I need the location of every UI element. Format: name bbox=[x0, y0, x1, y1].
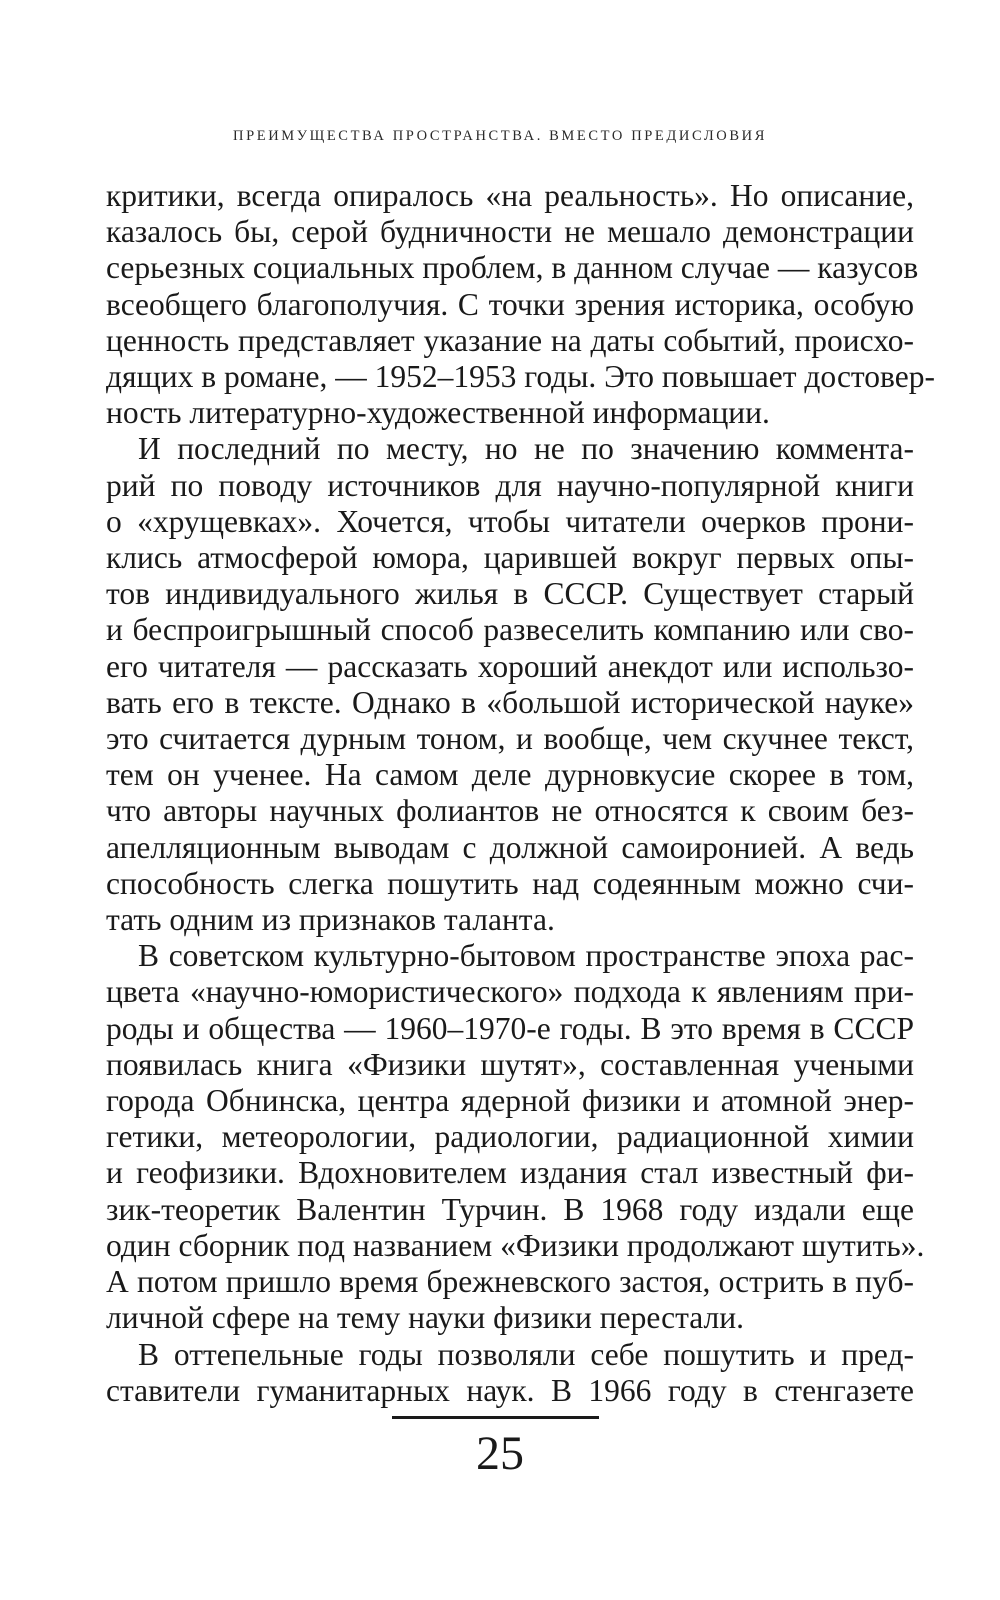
text-line: личной сфере на тему науки физики перестали. bbox=[106, 1300, 744, 1336]
text-line: апелляционным выводам с должной самоиронией. А ведь bbox=[106, 829, 914, 865]
footer-rule bbox=[392, 1416, 599, 1419]
text-line: о «хрущевках». Хочется, чтобы читатели очерков прони- bbox=[106, 503, 914, 539]
text-line: и беспроигрышный способ развеселить компанию или сво- bbox=[106, 612, 914, 648]
body-text bbox=[106, 178, 935, 1409]
paragraph bbox=[106, 178, 935, 431]
text-line: В оттепельные годы позволяли себе пошутить и пред- bbox=[138, 1336, 914, 1372]
text-line: вать его в тексте. Однако в «большой исторической науке» bbox=[106, 684, 914, 720]
paragraph bbox=[106, 431, 914, 938]
text-line: тать одним из признаков таланта. bbox=[106, 902, 555, 938]
text-line: цвета «научно-юмористического» подхода к явлениям при- bbox=[106, 974, 914, 1010]
text-line: ставители гуманитарных наук. В 1966 году в стенгазете bbox=[106, 1372, 914, 1408]
text-line: роды и общества — 1960–1970-е годы. В это время в СССР bbox=[106, 1010, 914, 1046]
text-line: это считается дурным тоном, и вообще, чем скучнее текст, bbox=[106, 721, 914, 757]
text-line: дящих в романе, — 1952–1953 годы. Это повышает достовер- bbox=[106, 359, 935, 395]
text-line: тов индивидуального жилья в СССР. Существует старый bbox=[106, 576, 914, 612]
text-line: что авторы научных фолиантов не относятся к своим без- bbox=[106, 793, 914, 829]
text-line: города Обнинска, центра ядерной физики и атомной энер- bbox=[106, 1083, 914, 1119]
text-line: появилась книга «Физики шутят», составленная учеными bbox=[106, 1046, 914, 1082]
page-number: 25 bbox=[476, 1427, 524, 1480]
paragraph bbox=[106, 938, 925, 1336]
text-line: ность литературно-художественной информации. bbox=[106, 395, 770, 431]
paragraph bbox=[106, 1337, 914, 1409]
text-line: тем он ученее. На самом деле дурновкусие скорее в том, bbox=[106, 757, 914, 793]
text-line: серьезных социальных проблем, в данном случае — казусов bbox=[106, 250, 919, 286]
text-line: ценность представляет указание на даты событий, происхо- bbox=[106, 322, 914, 358]
text-line: А потом пришло время брежневского застоя, острить в пуб- bbox=[106, 1264, 914, 1300]
text-line: зик-теоретик Валентин Турчин. В 1968 году издали еще bbox=[106, 1191, 914, 1227]
text-line: и геофизики. Вдохновителем издания стал известный фи- bbox=[106, 1155, 914, 1191]
text-line: гетики, метеорологии, радиологии, радиационной химии bbox=[106, 1119, 914, 1155]
text-line: способность слегка пошутить над содеянным можно счи- bbox=[106, 865, 914, 901]
text-line: казалось бы, серой будничности не мешало демонстрации bbox=[106, 214, 914, 250]
running-head: ПРЕИМУЩЕСТВА ПРОСТРАНСТВА. ВМЕСТО ПРЕДИСЛОВИЯ bbox=[233, 128, 767, 144]
text-line: И последний по месту, но не по значению коммента- bbox=[138, 431, 914, 467]
text-line: В советском культурно-бытовом пространстве эпоха рас- bbox=[138, 938, 914, 974]
text-line: всеобщего благополучия. С точки зрения историка, особую bbox=[106, 286, 914, 322]
text-line: клись атмосферой юмора, царившей вокруг первых опы- bbox=[106, 540, 914, 576]
text-line: его читателя — рассказать хороший анекдот или использо- bbox=[106, 648, 914, 684]
text-line: критики, всегда опиралось «на реальность». Но описание, bbox=[106, 178, 914, 213]
text-line: рий по поводу источников для научно-популярной книги bbox=[106, 467, 914, 503]
text-line: один сборник под названием «Физики продолжают шутить». bbox=[106, 1227, 925, 1263]
